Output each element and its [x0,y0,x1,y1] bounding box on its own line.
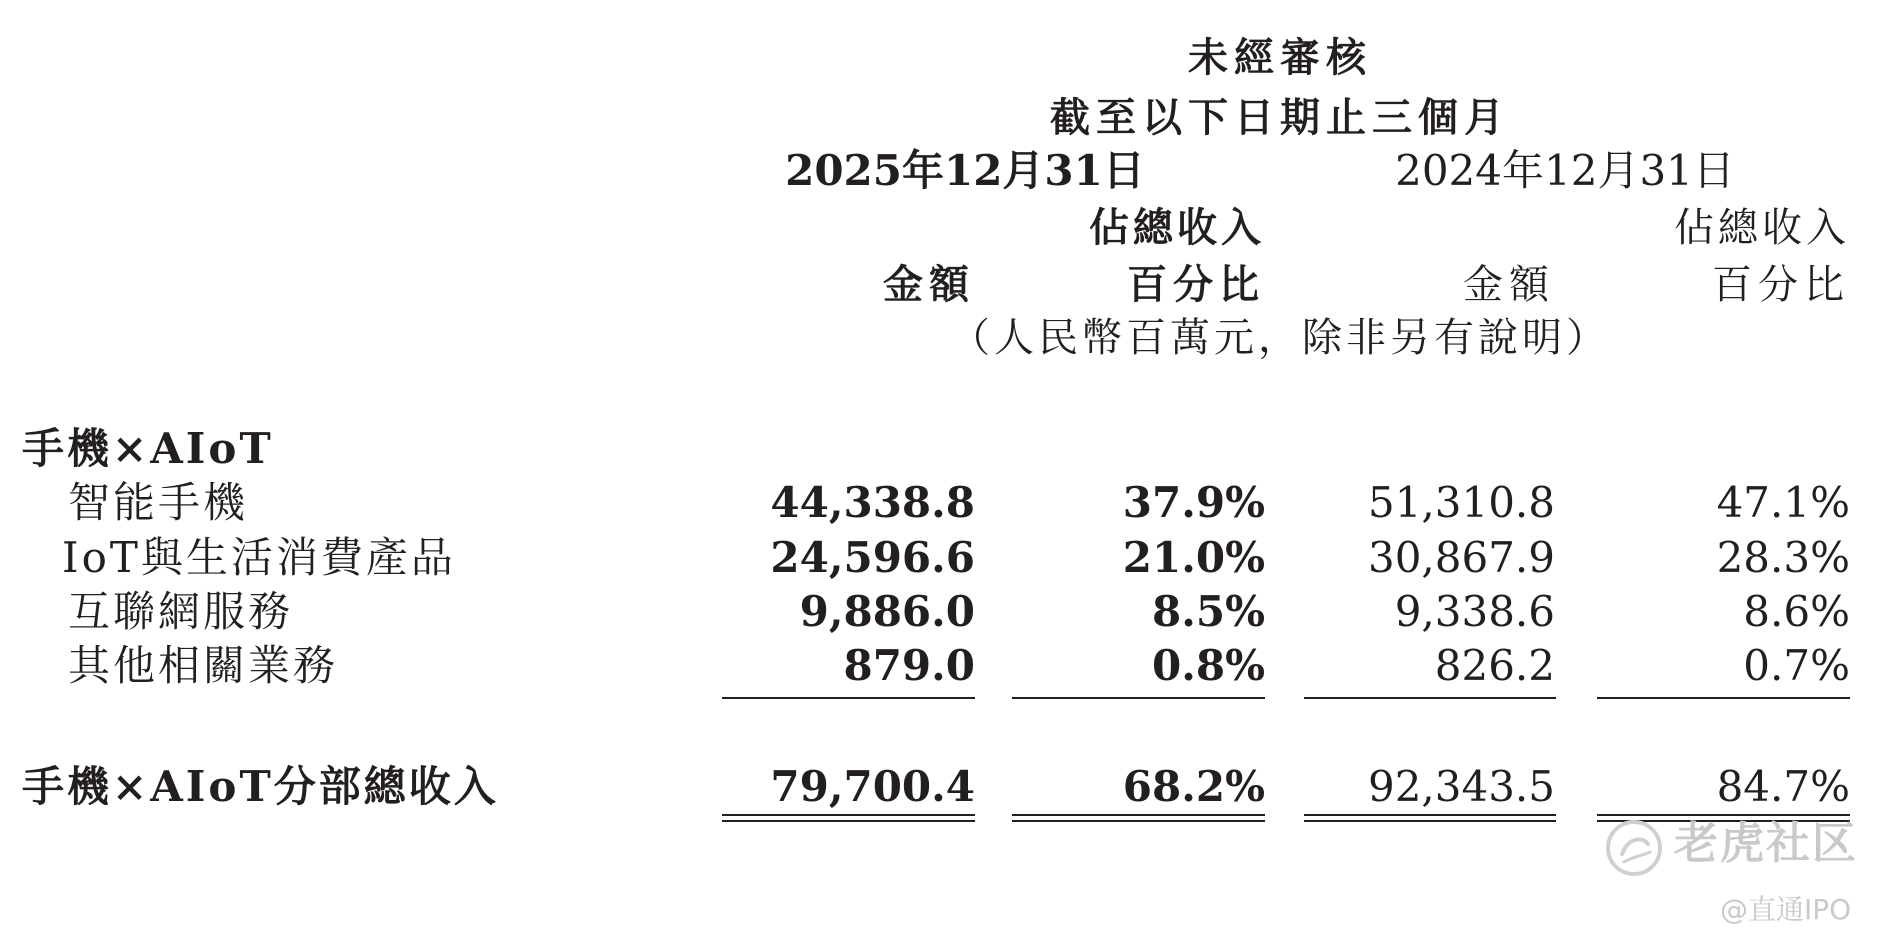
pct-2024: 0.7% [1743,641,1850,690]
subtotal-rule [722,697,975,699]
amount-2024: 9,338.6 [1394,587,1555,636]
watermark-brand: 老虎社区 [1674,818,1858,869]
row-label: 智能手機 [68,478,249,527]
pct-2025: 37.9% [1122,478,1265,527]
pct-2024: 8.6% [1743,587,1850,636]
total-pct-2025: 68.2% [1122,762,1265,811]
tiger-logo-icon [1604,818,1664,878]
amount-label-2025: 金額 [883,261,975,308]
total-amount-2024: 92,343.5 [1367,762,1555,811]
subtotal-rule [1012,697,1265,699]
watermark-credit: @直通IPO [1720,893,1852,926]
amount-2025: 9,886.0 [799,587,975,636]
unit-note: （人民幣百萬元，除非另有說明） [950,315,1610,361]
row-label: 互聯網服務 [68,587,294,636]
total-double-rule [1304,814,1556,822]
amount-2025: 24,596.6 [770,533,975,582]
row-label: 其他相關業務 [68,641,339,690]
pct-2025: 8.5% [1152,587,1265,636]
amount-2024: 826.2 [1434,641,1555,690]
row-label: IoT與生活消費產品 [62,533,456,582]
pct-2024: 47.1% [1716,478,1850,527]
total-pct-2024: 84.7% [1716,762,1850,811]
subtotal-rule [1304,697,1556,699]
pct-2024: 28.3% [1716,533,1850,582]
period-heading: 截至以下日期止三個月 [1050,94,1510,141]
pct-2025: 0.8% [1152,641,1265,690]
section-title: 手機×AIoT [22,424,274,473]
table-title: 未經審核 [1188,34,1372,81]
date-2025-heading: 2025年12月31日 [785,146,1145,195]
amount-2024: 51,310.8 [1367,478,1555,527]
total-amount-2025: 79,700.4 [770,762,975,811]
amount-2025: 44,338.8 [770,478,975,527]
pct-label-2025-line1: 佔總收入 [1089,204,1265,251]
amount-2024: 30,867.9 [1367,533,1555,582]
pct-label-2024-line2: 百分比 [1712,262,1850,308]
amount-2025: 879.0 [843,641,975,690]
pct-label-2025-line2: 百分比 [1127,261,1265,308]
date-2024-heading: 2024年12月31日 [1395,146,1735,195]
total-double-rule [1012,814,1265,822]
pct-label-2024-line1: 佔總收入 [1674,205,1850,251]
pct-2025: 21.0% [1122,533,1265,582]
total-double-rule [722,814,975,822]
amount-label-2024: 金額 [1463,262,1555,308]
subtotal-rule [1597,697,1850,699]
total-label: 手機×AIoT分部總收入 [22,762,499,811]
